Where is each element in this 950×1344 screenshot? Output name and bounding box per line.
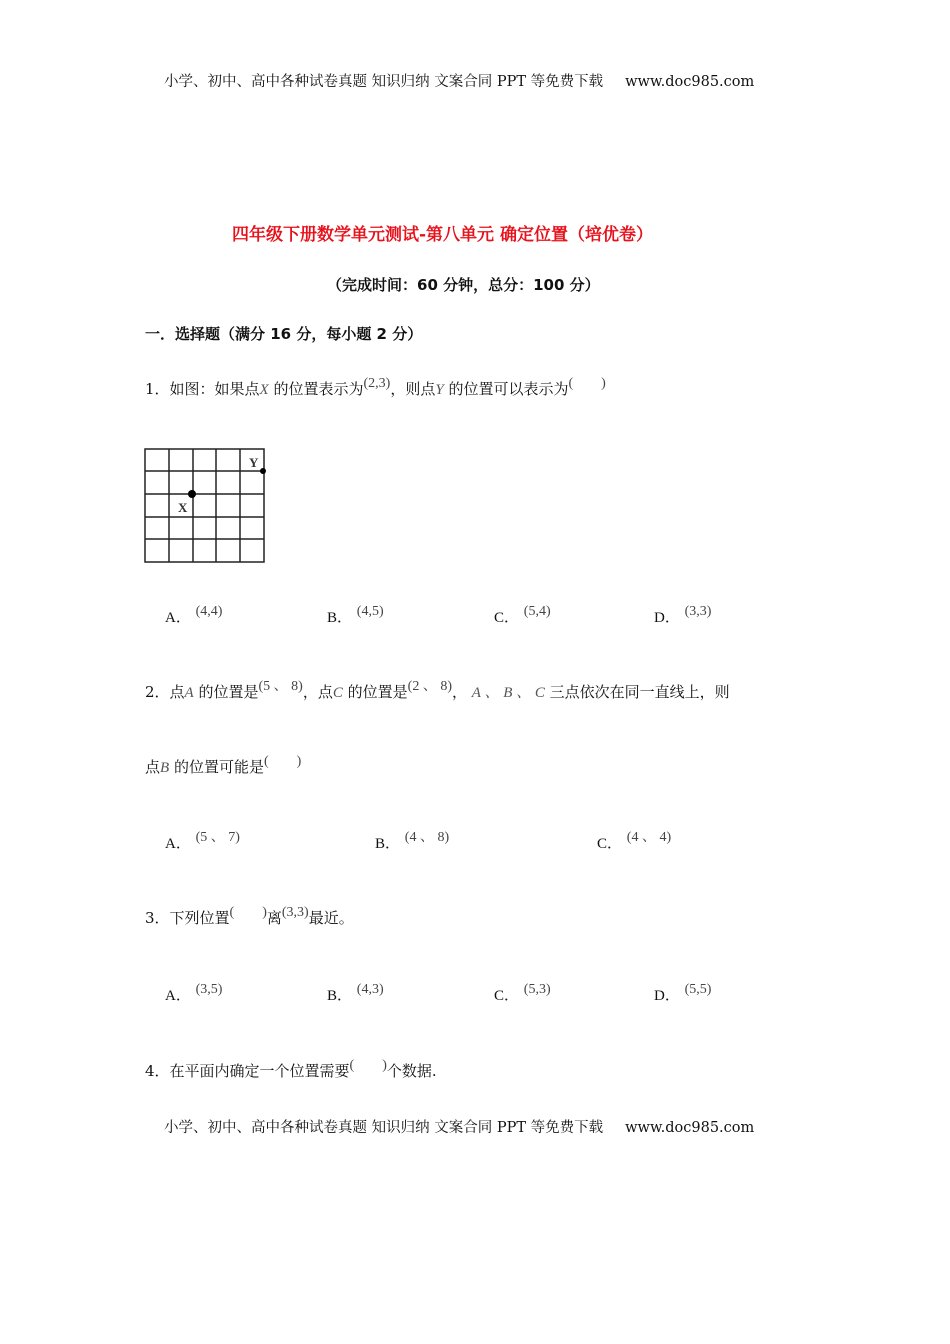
footer-text: 小学、初中、高中各种试卷真题 知识归纳 文案合同 PPT 等免费下载: [164, 1120, 604, 1136]
option-value: (3,3): [684, 604, 712, 619]
q1-text: ，则点: [390, 380, 436, 398]
answer-blank: ( ): [349, 1058, 387, 1073]
option-value: (4 、 4): [626, 830, 672, 845]
section-heading: 一．选择题（满分 16 分，每小题 2 分）: [145, 325, 423, 343]
var-b: B: [160, 760, 170, 776]
option-label: B．: [327, 988, 353, 1004]
answer-blank: ( ): [263, 754, 302, 769]
answer-blank: ( ): [568, 376, 606, 391]
q2-text: 三点依次在同一直线上，则: [549, 683, 730, 701]
option-value: (5 、 7): [195, 830, 240, 845]
point-y: [260, 468, 266, 474]
q3-text: 离: [266, 909, 282, 927]
coord: (5 、 8): [258, 679, 303, 694]
page-header: [164, 70, 754, 91]
answer-blank: ( ): [229, 905, 267, 920]
question-4: [145, 1060, 437, 1081]
q4-text: 4．在平面内确定一个位置需要: [145, 1062, 350, 1080]
option-value: (4,5): [356, 604, 384, 619]
grid-lines: [145, 449, 264, 562]
var-x: X: [259, 382, 269, 398]
q2-option-c[interactable]: [597, 832, 671, 853]
option-value: (4,4): [195, 604, 223, 619]
coord: (3,3): [281, 905, 309, 920]
question-1: [145, 378, 606, 399]
page-title: 四年级下册数学单元测试-第八单元 确定位置（培优卷）: [232, 225, 653, 245]
question-2-line2: [145, 756, 301, 777]
footer-site: www.doc985.com: [625, 1120, 755, 1136]
option-label: A．: [165, 988, 191, 1004]
option-label: A．: [165, 610, 191, 626]
option-label: C．: [494, 610, 520, 626]
label-y: Y: [249, 455, 259, 470]
header-text: 小学、初中、高中各种试卷真题 知识归纳 文案合同 PPT 等免费下载: [164, 74, 604, 90]
q2-text: 点: [145, 758, 161, 776]
page-footer: [164, 1116, 754, 1137]
q2-text: 2．点: [145, 683, 185, 701]
var-c: C: [332, 685, 343, 701]
option-label: B．: [327, 610, 353, 626]
option-value: (5,4): [523, 604, 551, 619]
coord: (2 、 8): [407, 679, 452, 694]
option-label: C．: [597, 836, 623, 852]
label-x: X: [178, 500, 188, 515]
option-value: (4,3): [356, 982, 384, 997]
header-site: www.doc985.com: [625, 74, 755, 90]
q2-text: ，: [452, 683, 468, 701]
q1-option-a[interactable]: [165, 606, 222, 627]
q1-text: 的位置可以表示为: [448, 380, 569, 398]
grid-figure: [140, 444, 275, 569]
option-label: A．: [165, 836, 191, 852]
q3-option-a[interactable]: [165, 984, 222, 1005]
var-y: Y: [435, 382, 444, 398]
coord: (2,3): [363, 376, 391, 391]
question-3: [145, 907, 354, 928]
q2-text: 的位置是: [198, 683, 259, 701]
q2-text: ，点: [302, 683, 333, 701]
q3-option-d[interactable]: [654, 984, 711, 1005]
option-value: (5,5): [684, 982, 712, 997]
option-label: D．: [654, 610, 680, 626]
q2-option-b[interactable]: [375, 832, 449, 853]
q3-text: 最近。: [308, 909, 354, 927]
q3-option-c[interactable]: [494, 984, 551, 1005]
q1-text: 1．如图：如果点: [145, 380, 260, 398]
q2-option-a[interactable]: [165, 832, 240, 853]
option-label: C．: [494, 988, 520, 1004]
option-value: (3,5): [195, 982, 223, 997]
point-x: [188, 490, 196, 498]
option-value: (4 、 8): [404, 830, 450, 845]
q3-option-b[interactable]: [327, 984, 384, 1005]
q1-text: 的位置表示为: [273, 380, 364, 398]
var-a: A: [184, 685, 194, 701]
q1-option-d[interactable]: [654, 606, 711, 627]
q2-text: 的位置是: [347, 683, 408, 701]
question-2: [145, 681, 730, 702]
q4-text: 个数据.: [386, 1062, 437, 1080]
q1-option-b[interactable]: [327, 606, 384, 627]
q2-text: 的位置可能是: [173, 758, 264, 776]
page-subtitle: （完成时间：60 分钟，总分：100 分）: [327, 276, 600, 294]
q3-text: 3．下列位置: [145, 909, 230, 927]
q1-option-c[interactable]: [494, 606, 551, 627]
var-abc: A 、 B 、 C: [471, 685, 545, 701]
option-value: (5,3): [523, 982, 551, 997]
option-label: B．: [375, 836, 401, 852]
option-label: D．: [654, 988, 680, 1004]
